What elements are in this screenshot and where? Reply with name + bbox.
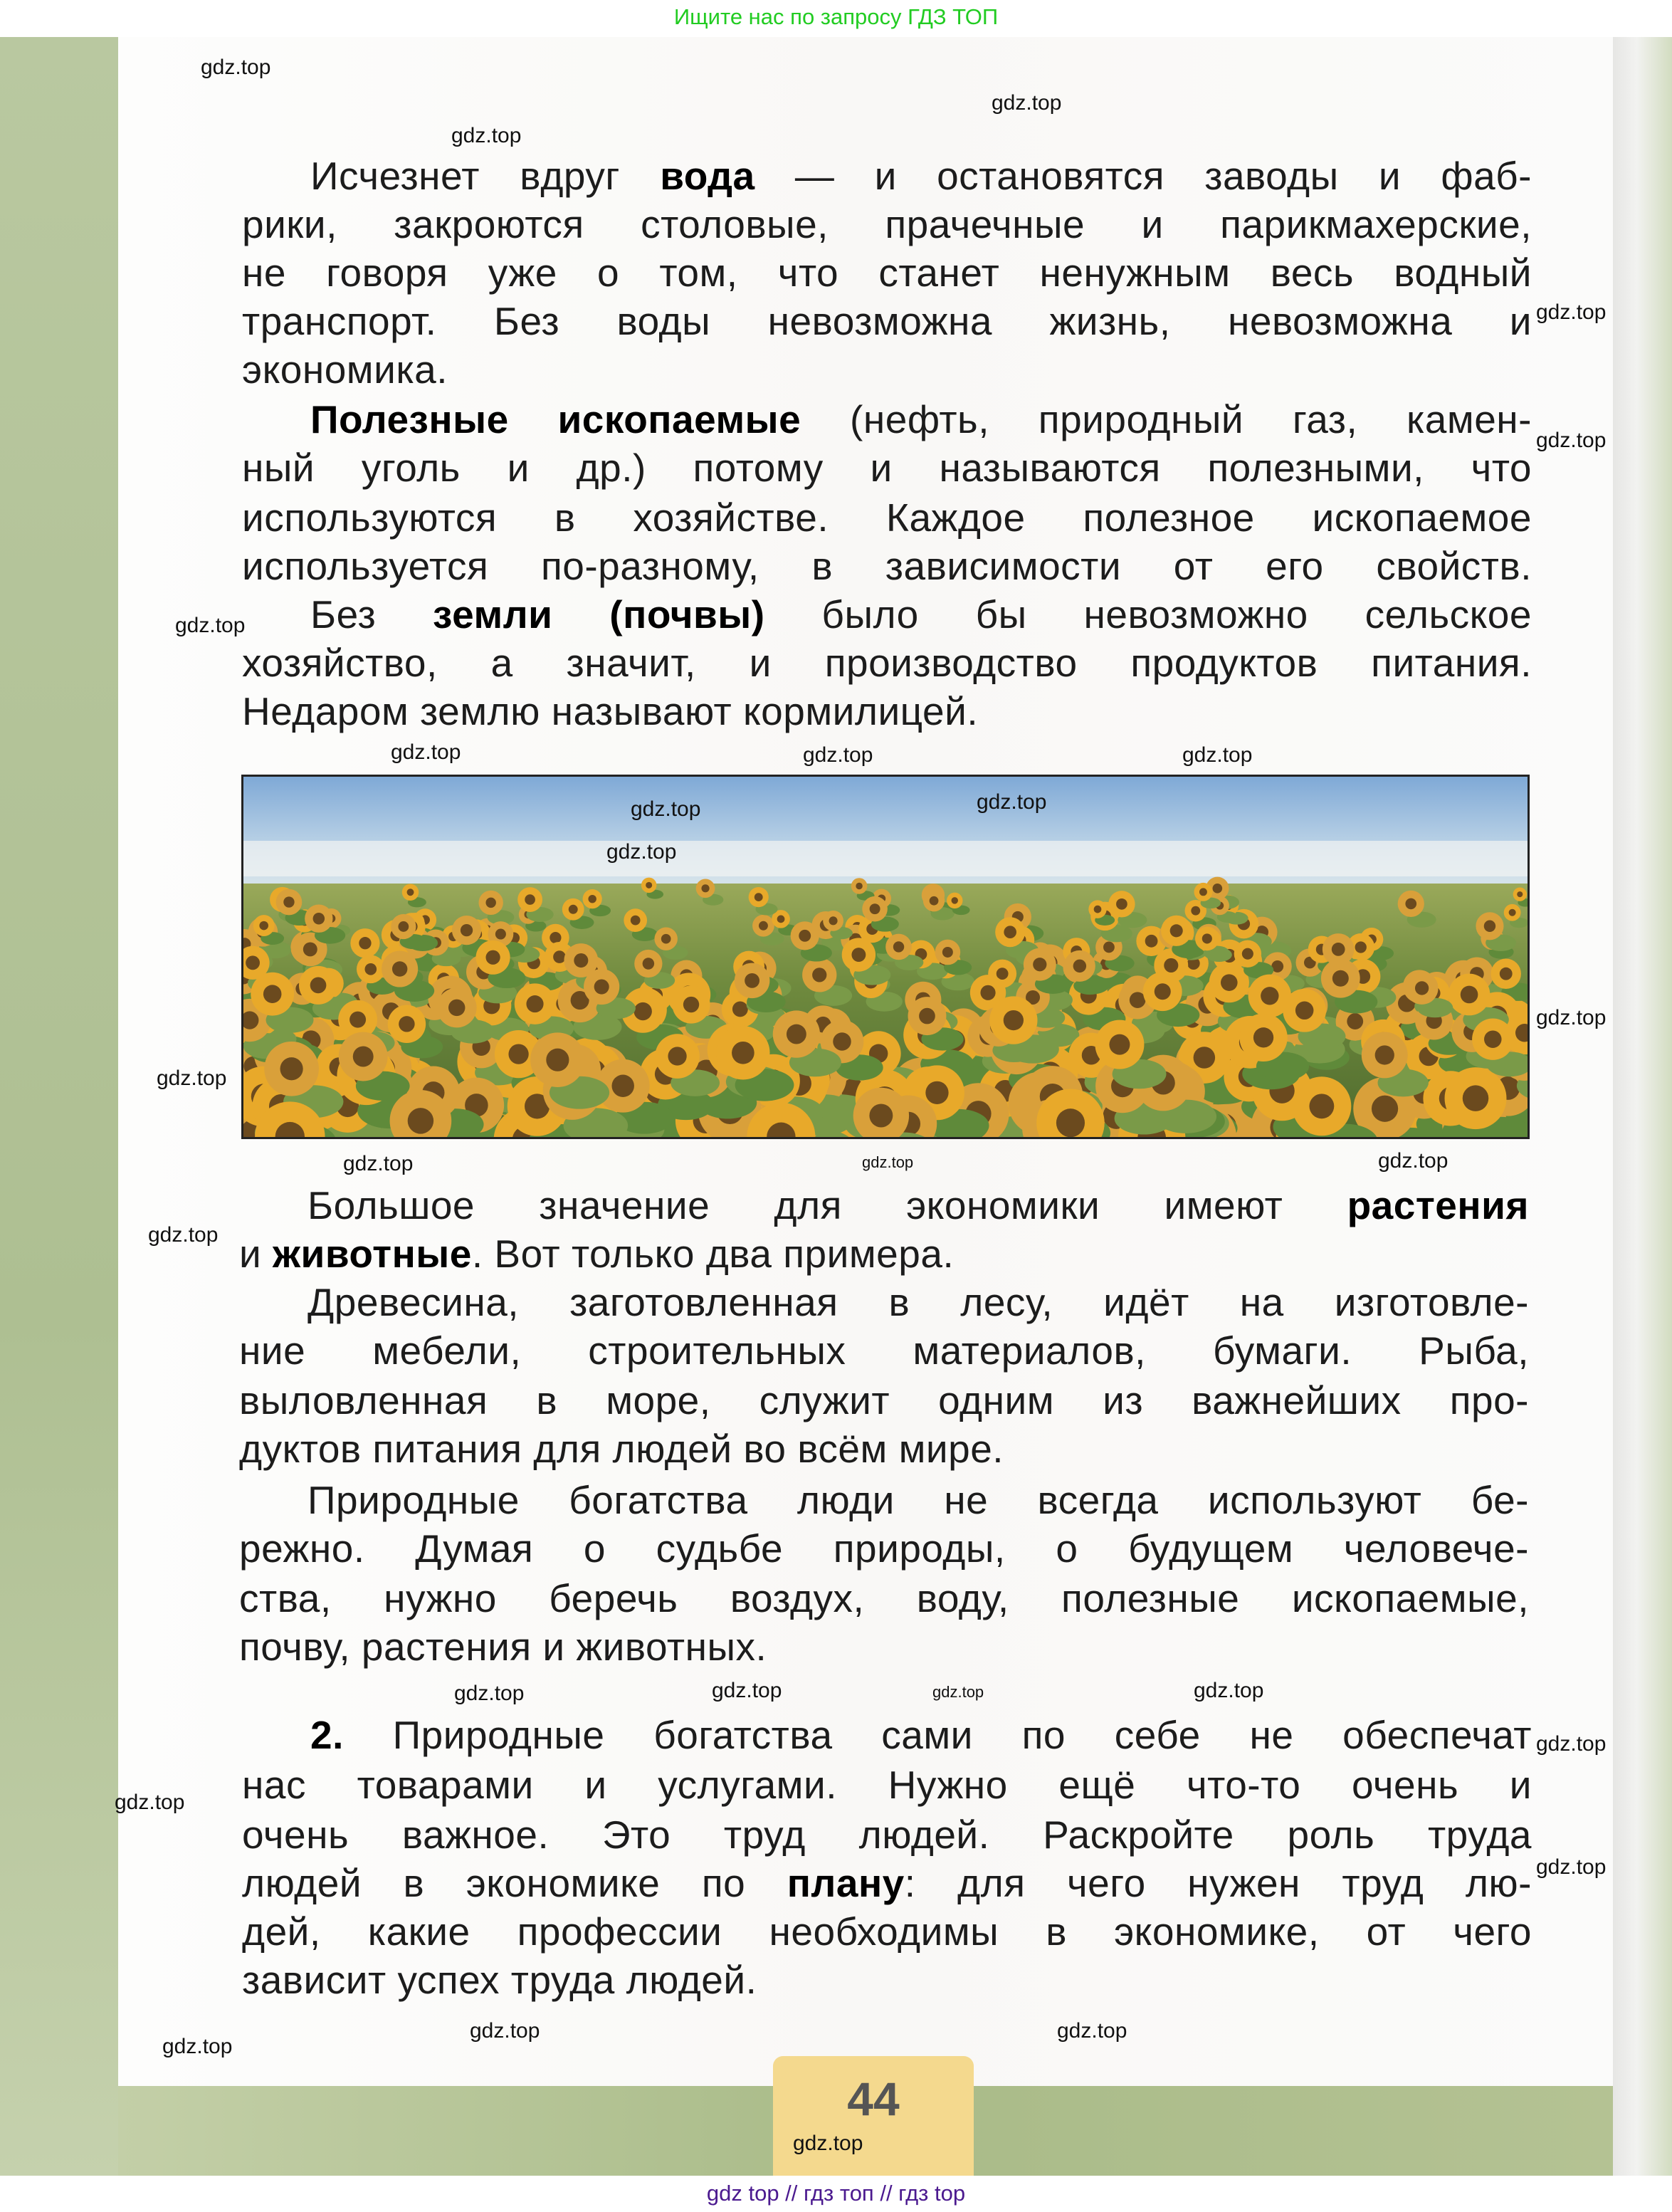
sunflower-center xyxy=(1261,987,1278,1005)
sunflower-center xyxy=(574,953,588,968)
sunflower-center xyxy=(646,882,652,889)
sunflower-center xyxy=(1405,898,1416,910)
sunflower-center xyxy=(1004,926,1016,938)
sunflower-center xyxy=(1484,1030,1502,1048)
watermark: gdz.top xyxy=(201,56,271,79)
sunflower-center xyxy=(485,898,495,908)
sunflower-center xyxy=(893,941,904,952)
page-number-tab xyxy=(773,2056,974,2181)
sunflower-center xyxy=(754,893,763,901)
text-span: Без xyxy=(310,592,433,636)
sunflower-center xyxy=(942,947,953,958)
watermark: gdz.top xyxy=(1378,1149,1448,1173)
text-span: транспорт. Без воды невозможна жизнь, невозможна и xyxy=(242,299,1532,343)
bold-term: земли (почвы) xyxy=(433,592,765,636)
text-line xyxy=(242,298,1532,345)
text-line xyxy=(239,1525,1529,1572)
text-line xyxy=(239,1425,1529,1472)
sunflower-center xyxy=(1242,948,1253,960)
watermark: gdz.top xyxy=(1536,300,1607,324)
text-span: экономика. xyxy=(242,347,448,392)
sunflower-center xyxy=(399,1016,414,1032)
watermark: gdz.top xyxy=(343,1152,414,1175)
sunflower-center xyxy=(869,1104,893,1127)
text-line xyxy=(239,1575,1529,1622)
sunflower-center xyxy=(1109,1034,1130,1055)
watermark: gdz.top xyxy=(157,1066,227,1090)
bold-term: растения xyxy=(1347,1183,1529,1227)
sunflower-center xyxy=(553,950,566,963)
sunflower-center xyxy=(1103,942,1115,953)
clouds xyxy=(243,841,1528,876)
sunflower-center xyxy=(1145,935,1158,948)
text-line xyxy=(242,444,1532,491)
sunflower-center xyxy=(588,895,596,903)
sunflower-center xyxy=(259,921,268,931)
sunflower-center xyxy=(1347,1013,1363,1029)
text-line xyxy=(242,1860,1532,1907)
sunflower-center xyxy=(1295,1001,1314,1019)
sunflower-center xyxy=(1004,1010,1024,1030)
sunflower-center xyxy=(634,1002,652,1020)
sunflower-center xyxy=(1461,986,1478,1004)
sunflower-center xyxy=(246,955,260,970)
sunflower-center xyxy=(353,1047,374,1067)
bold-term: вода xyxy=(660,154,755,198)
text-line xyxy=(242,201,1532,248)
text-line xyxy=(242,494,1532,541)
sunflower-center xyxy=(280,1057,303,1080)
sunflower-center xyxy=(1164,958,1178,973)
left-page-margin xyxy=(0,37,118,2176)
watermark: gdz.top xyxy=(712,1679,782,1702)
watermark: gdz.top xyxy=(162,2035,233,2058)
text-line xyxy=(310,152,1532,199)
watermark: gdz.top xyxy=(1536,1855,1607,1879)
text-span: ный уголь и др.) потому и называются полезными, что xyxy=(242,446,1532,490)
sunflower-center xyxy=(930,896,939,906)
sunflower-center xyxy=(461,924,473,936)
watermark: gdz.top xyxy=(1182,743,1253,767)
sunflower-center xyxy=(683,997,699,1012)
sunflower-center xyxy=(1056,1108,1085,1137)
text-span: Исчезнет вдруг xyxy=(310,154,661,198)
sunflower-center xyxy=(919,1008,935,1024)
sunflower-center xyxy=(1463,1085,1489,1111)
sunflower-center xyxy=(1332,970,1349,987)
sunflower-center xyxy=(1130,992,1146,1008)
sunflower-center xyxy=(1500,968,1513,980)
sunflower-center xyxy=(870,903,880,914)
text-span: . Вот только два примера. xyxy=(471,1232,955,1276)
text-span: дуктов питания для людей во всём мире. xyxy=(239,1427,1004,1471)
text-line xyxy=(242,1811,1532,1858)
text-span: Большое значение для экономики имеют xyxy=(307,1183,1347,1227)
right-page-edge xyxy=(1613,37,1672,2176)
text-line xyxy=(239,1327,1529,1374)
text-span: хозяйство, а значит, и производство продуктов питания. xyxy=(242,641,1532,685)
sunflower-center xyxy=(392,961,407,976)
sunflower-center xyxy=(485,950,500,965)
sunflower-center xyxy=(745,973,759,988)
sunflower-center xyxy=(448,1000,465,1016)
watermark: gdz.top xyxy=(1536,1006,1607,1029)
bold-term: животные xyxy=(273,1232,472,1276)
sunflower-center xyxy=(1372,1096,1398,1122)
sunflower-center xyxy=(1155,983,1171,1000)
page-number: 44 xyxy=(847,2072,900,2125)
text-span: было бы невозможно сельское xyxy=(764,592,1532,636)
watermark: gdz.top xyxy=(148,1223,219,1247)
sunflower-center xyxy=(398,921,409,932)
sunflower-center xyxy=(787,1024,806,1044)
watermark: gdz.top xyxy=(992,91,1062,115)
sunflower-center xyxy=(611,1075,633,1097)
sunflower-center xyxy=(759,921,768,931)
sunflower-center xyxy=(829,916,838,925)
sunflower-center xyxy=(569,905,578,914)
watermark: gdz.top xyxy=(451,124,522,147)
bold-term: Полезные ископаемые xyxy=(310,397,801,441)
sunflower-center xyxy=(732,1042,754,1064)
text-span: нас товарами и услугами. Нужно ещё что-то очень и xyxy=(242,1763,1532,1807)
text-span: Природные богатства люди не всегда используют бе- xyxy=(307,1478,1529,1522)
watermark: gdz.top xyxy=(1536,429,1607,452)
sunflower-center xyxy=(263,985,282,1003)
sunflower-center xyxy=(1213,884,1223,893)
sunflower-center xyxy=(980,985,995,1000)
sunflower-center xyxy=(997,968,1009,980)
sunflower-center xyxy=(310,977,327,994)
sunflower-center xyxy=(349,1012,366,1028)
sunflower-center xyxy=(313,913,325,925)
watermark: gdz.top xyxy=(115,1791,185,1814)
watermark: gdz.top xyxy=(175,614,246,637)
sunflower-center xyxy=(799,930,811,942)
sunflower-center xyxy=(525,894,535,905)
sunflower-center xyxy=(631,916,641,926)
watermark: gdz.top xyxy=(932,1683,984,1701)
text-span: рики, закроются столовые, прачечные и парикмахерские, xyxy=(242,202,1532,246)
sunflower-center xyxy=(1094,906,1102,913)
bottom-banner[interactable]: gdz top // гдз топ // гдз top xyxy=(0,2176,1672,2212)
text-span: очень важное. Это труд людей. Раскройте роль труда xyxy=(242,1813,1532,1857)
sunflower-center xyxy=(1415,981,1429,995)
sunflower-center xyxy=(812,968,826,982)
sunflower-center xyxy=(1253,1027,1273,1047)
sunflower-center xyxy=(303,942,317,956)
sunflower-center xyxy=(1309,1094,1334,1118)
sunflower-center xyxy=(1517,891,1523,897)
sunflower-center xyxy=(495,928,506,939)
sunflower-center xyxy=(1191,906,1200,916)
sunflower-center xyxy=(407,889,414,896)
text-span: (нефть, природный газ, камен- xyxy=(801,397,1532,441)
text-line xyxy=(239,1623,1529,1670)
text-span: Природные богатства сами по себе не обеспечат xyxy=(343,1713,1532,1757)
watermark: gdz.top xyxy=(1536,1732,1607,1756)
sunflower-center xyxy=(1199,888,1207,896)
sunflower-center xyxy=(952,897,958,903)
watermark: gdz.top xyxy=(793,2132,863,2155)
sunflower-center xyxy=(546,1049,569,1071)
top-banner[interactable]: Ищите нас по запросу ГДЗ ТОП xyxy=(0,0,1672,37)
watermark: gdz.top xyxy=(470,2019,540,2043)
text-line xyxy=(239,1230,1529,1277)
text-span: Недаром землю называют кормилицей. xyxy=(242,689,979,733)
text-line xyxy=(310,591,1532,638)
text-line xyxy=(242,1761,1532,1808)
text-span: Древесина, заготовленная в лесу, идёт на изготовле- xyxy=(307,1280,1529,1324)
sunflower-center xyxy=(1116,898,1127,910)
sunflower-center xyxy=(1170,924,1183,937)
text-line xyxy=(242,249,1532,296)
watermark: gdz.top xyxy=(1194,1679,1264,1702)
sunflower-center xyxy=(508,1044,528,1064)
watermark: gdz.top xyxy=(977,790,1047,814)
sunflower-center xyxy=(1194,1047,1216,1069)
text-line xyxy=(310,396,1532,443)
text-span: людей в экономике по xyxy=(242,1861,787,1905)
sunflower-center xyxy=(856,883,862,889)
sunflower-center xyxy=(283,896,294,907)
sunflower-center xyxy=(550,932,561,943)
text-line xyxy=(307,1182,1529,1229)
watermark: gdz.top xyxy=(606,840,677,864)
text-span: зависит успех труда людей. xyxy=(242,1958,757,2002)
sunflower-field-photo xyxy=(241,775,1530,1139)
sunflower-center xyxy=(1332,943,1345,956)
text-span: режно. Думая о судьбе природы, о будущем человече- xyxy=(239,1526,1529,1571)
sunflower-center xyxy=(851,948,866,962)
sunflower-center xyxy=(668,1047,686,1065)
text-line xyxy=(242,639,1532,686)
text-span: почву, растения и животных. xyxy=(239,1625,767,1669)
text-span: и xyxy=(239,1232,273,1276)
bold-term: 2. xyxy=(310,1713,344,1757)
sunflower-center xyxy=(925,1081,948,1104)
sunflower-center xyxy=(1484,921,1495,932)
text-span: ние мебели, строительных материалов, бумаги. Рыба, xyxy=(239,1328,1529,1373)
sunflower-center xyxy=(777,916,785,923)
watermark: gdz.top xyxy=(803,743,873,767)
sunflower-center xyxy=(359,937,371,949)
text-line xyxy=(242,1908,1532,1955)
sunflower-center xyxy=(661,934,671,944)
sunflower-center xyxy=(1033,958,1046,971)
text-line xyxy=(242,688,1532,735)
text-span: — и остановятся заводы и фаб- xyxy=(754,154,1532,198)
text-span: используется по-разному, в зависимости от его свойств. xyxy=(242,544,1532,588)
text-span: используются в хозяйстве. Каждое полезное ископаемое xyxy=(242,496,1532,540)
sunflower-center xyxy=(594,979,609,994)
sunflower-center xyxy=(364,963,377,975)
sunflower-center xyxy=(526,995,543,1012)
sunflower-center xyxy=(408,1108,433,1133)
sunflower-center xyxy=(732,1002,748,1017)
text-line xyxy=(307,1477,1529,1524)
sunflower-center xyxy=(1073,960,1086,973)
text-line xyxy=(242,542,1532,589)
text-span: : для чего нужен труд лю- xyxy=(904,1861,1532,1905)
text-span: выловленная в море, служит одним из важнейших про- xyxy=(239,1378,1529,1422)
text-line xyxy=(310,1712,1532,1758)
sunflower-center xyxy=(701,884,709,892)
watermark: gdz.top xyxy=(454,1682,525,1705)
text-span: дей, какие профессии необходимы в экономике, от чего xyxy=(242,1909,1532,1954)
sunflower-center xyxy=(1375,1045,1394,1064)
watermark: gdz.top xyxy=(1057,2019,1127,2043)
text-line xyxy=(307,1279,1529,1326)
sunflower-center xyxy=(1355,941,1367,953)
text-span: не говоря уже о том, что станет ненужным весь водный xyxy=(242,251,1532,295)
sunflower-center xyxy=(833,1032,851,1050)
text-line xyxy=(242,1956,1532,2003)
watermark: gdz.top xyxy=(862,1153,914,1171)
watermark: gdz.top xyxy=(391,740,461,764)
sunflower-center xyxy=(1202,933,1212,943)
text-line xyxy=(242,346,1532,393)
sunflower-field-icon xyxy=(243,777,1528,1137)
bold-term: плану xyxy=(787,1861,905,1905)
text-span: ства, нужно беречь воздух, воду, полезные ископаемые, xyxy=(239,1576,1529,1620)
text-line xyxy=(239,1377,1529,1424)
sunflower-center xyxy=(643,958,655,970)
watermark: gdz.top xyxy=(631,797,701,821)
sunflower-center xyxy=(1509,909,1516,916)
sunflower-center xyxy=(1221,974,1238,991)
